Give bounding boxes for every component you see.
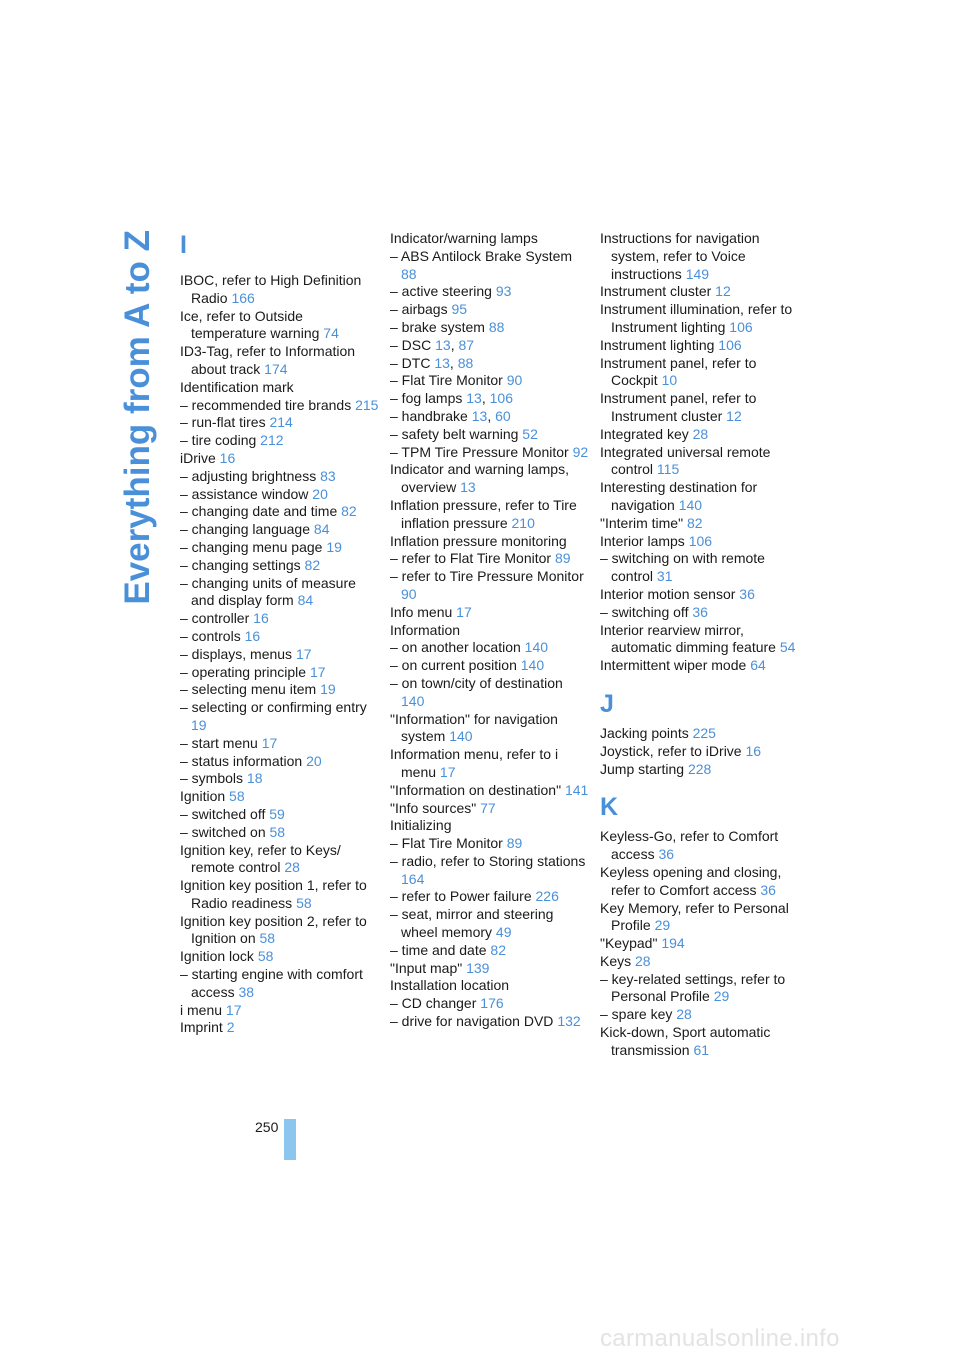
page-reference-link[interactable]: 140 (520, 657, 545, 674)
index-entry (180, 1019, 380, 1037)
page-reference-link[interactable]: 83 (320, 467, 336, 484)
page-reference-link[interactable]: 12 (726, 407, 742, 424)
index-entry-text: Interesting destination for navigation (600, 479, 758, 513)
index-entry-text: Installation location (390, 977, 510, 994)
index-entry: – handbrake 13, 60 (390, 407, 511, 424)
index-entry-text: – CD changer (390, 995, 477, 1012)
page-reference-link[interactable]: 74 (323, 325, 339, 342)
index-entry-text: Interior lamps (600, 532, 685, 549)
index-entry (390, 533, 590, 551)
page-reference-link[interactable]: 176 (480, 995, 504, 1012)
index-entry-text: – drive for navigation DVD (390, 1013, 554, 1030)
index-entry (180, 1002, 380, 1020)
index-entry-text: – safety belt warning (390, 425, 519, 442)
page-reference-link[interactable]: 210 (511, 514, 535, 531)
index-entry (180, 824, 380, 842)
page-reference-link[interactable]: 16 (745, 742, 762, 759)
page-reference-link[interactable]: 166 (231, 289, 255, 306)
page-reference-link[interactable]: 36 (658, 846, 675, 863)
page-reference-link[interactable]: 17 (439, 763, 456, 780)
page-reference-link[interactable]: 88 (488, 318, 505, 335)
index-entry (180, 468, 380, 486)
page-reference-link[interactable]: 28 (676, 1006, 692, 1023)
page-reference-link[interactable]: 18 (246, 770, 263, 787)
index-entry (600, 1024, 800, 1060)
index-entry (180, 308, 380, 344)
index-entry-text: Interior motion sensor (600, 585, 736, 602)
index-entry (390, 372, 590, 390)
page-reference-link[interactable]: 87 (458, 336, 475, 353)
page-reference-link[interactable]: 16 (253, 610, 269, 627)
index-entry-text: Info menu (390, 603, 453, 620)
page-reference-link[interactable]: 141 (564, 781, 589, 798)
index-entry-text: Instructions for navigation system, refer to Voice instructions (600, 230, 760, 282)
index-entry (180, 735, 380, 753)
index-entry (390, 319, 590, 337)
index-entry (180, 450, 380, 468)
index-entry (390, 942, 590, 960)
page-reference-link[interactable]: 28 (692, 425, 709, 442)
page-reference-link[interactable]: 52 (522, 425, 538, 442)
index-entry-text: Keyless opening and closing, refer to Comfort access (600, 863, 782, 898)
index-entry (390, 675, 590, 711)
index-entry-text: – refer to Tire Pressure Monitor (390, 568, 584, 585)
index-entry (180, 966, 380, 1002)
index-entry-text: Kick-down, Sport automatic transmission (600, 1024, 771, 1058)
index-entry-text: – switched on (180, 823, 266, 840)
page-reference-link[interactable]: 60 (495, 407, 511, 424)
page-reference-link[interactable]: 31 (656, 568, 673, 585)
index-entry-text: Identification mark (180, 378, 294, 395)
index-entry (180, 432, 380, 450)
page-reference-link[interactable]: 54 (779, 639, 796, 656)
index-entry-text: Instrument panel, refer to Cockpit (600, 354, 757, 389)
page-reference-link[interactable]: 13 (435, 336, 451, 353)
page-reference-link[interactable]: 16 (244, 627, 261, 644)
index-entry (180, 486, 380, 504)
page-reference-link[interactable]: 13 (460, 479, 476, 496)
index-entry (390, 711, 590, 747)
index-entry-text: – on another location (390, 639, 521, 656)
page-reference-link[interactable]: 28 (284, 859, 300, 876)
index-entry-text: Keyless-Go, refer to Comfort access (600, 828, 779, 863)
page-reference-link[interactable]: 215 (355, 396, 379, 413)
page-reference-link[interactable]: 225 (692, 724, 716, 741)
index-entry-text: Jump starting (600, 760, 685, 777)
index-entry-text: – radio, refer to Storing stations (390, 852, 586, 869)
page-reference-link[interactable]: 214 (269, 414, 293, 431)
index-entry (600, 301, 800, 337)
page-reference-link[interactable]: 140 (524, 639, 549, 656)
index-entry-text: – spare key (600, 1006, 673, 1023)
page-reference-link[interactable]: 13 (434, 354, 450, 371)
index-entry-text: Indicator and warning lamps, overview (390, 461, 569, 496)
page-reference-link[interactable]: 88 (457, 354, 474, 371)
index-section-letter: I (180, 231, 187, 259)
index-entry-text: Instrument panel, refer to Instrument cluster (600, 390, 757, 424)
index-entry-text: Interior rearview mirror, automatic dimming feature (600, 621, 776, 656)
index-entry (180, 272, 380, 308)
index-entry-text: – assistance window (180, 485, 309, 502)
index-entry (600, 390, 800, 426)
index-entry (600, 355, 800, 391)
page-reference-link[interactable]: 84 (297, 592, 314, 609)
page-reference-link[interactable]: 29 (713, 988, 730, 1005)
index-entry-text: – DTC (390, 354, 431, 371)
index-entry-text: – operating principle (180, 663, 307, 680)
page-reference-link[interactable]: 19 (191, 716, 207, 733)
page-reference-link[interactable]: 212 (260, 432, 284, 449)
index-entry (390, 604, 590, 622)
index-entry (390, 550, 590, 568)
watermark: carmanualsonline.info (600, 1325, 840, 1352)
index-entry-text: Ignition lock (180, 948, 254, 965)
index-entry (390, 835, 590, 853)
index-entry (180, 343, 380, 379)
index-entry-text: Jacking points (600, 724, 689, 741)
index-entry (180, 610, 380, 628)
index-entry-text: – selecting or confirming entry (180, 699, 367, 716)
index-entry-text: Indicator/warning lamps (390, 230, 538, 246)
index-entry (600, 444, 800, 480)
index-entry (180, 539, 380, 557)
page-marker-bar (284, 1119, 296, 1160)
index-entry-text: – tire coding (180, 432, 257, 449)
index-entry (600, 828, 800, 864)
index-entry (600, 900, 800, 936)
index-entry-text: – recommended tire brands (180, 396, 352, 413)
page-reference-link[interactable]: 2 (226, 1019, 235, 1036)
index-entry (180, 877, 380, 913)
index-entry-text: – airbags (390, 301, 448, 318)
index-entry (180, 646, 380, 664)
page-reference-link[interactable]: 59 (269, 805, 285, 822)
index-entry (180, 699, 380, 735)
index-entry (600, 230, 800, 283)
page-reference-link[interactable]: 90 (401, 585, 417, 602)
index-entry-text: Ignition (180, 788, 226, 805)
index-entry (390, 639, 590, 657)
index-entry-text: – changing menu page (180, 538, 323, 555)
page-reference-link[interactable]: 61 (693, 1041, 710, 1058)
index-entry (390, 960, 590, 978)
index-entry (600, 971, 800, 1007)
index-entry-text: – time and date (390, 941, 487, 958)
index-entry-text: – changing settings (180, 556, 301, 573)
page-reference-link[interactable]: 77 (480, 799, 496, 816)
index-entry (390, 426, 590, 444)
index-entry (390, 1013, 590, 1031)
page-reference-link[interactable]: 88 (401, 265, 417, 282)
page-reference-link[interactable]: 174 (264, 360, 288, 377)
index-entry (600, 533, 800, 551)
index-entry (180, 628, 380, 646)
index-entry (180, 503, 380, 521)
page-reference-link[interactable]: 82 (686, 514, 703, 531)
page-reference-link[interactable]: 36 (692, 603, 708, 620)
index-entry-text: – refer to Flat Tire Monitor (390, 550, 552, 567)
index-entry (390, 301, 590, 319)
index-entry-text: Ice, refer to Outside temperature warning (180, 307, 320, 342)
index-entry-text: – start menu (180, 734, 258, 751)
page-reference-link[interactable]: 164 (401, 870, 425, 887)
index-entry (600, 337, 800, 355)
index-entry-text: – changing units of measure and display form (180, 574, 356, 609)
page-reference-link[interactable]: 106 (718, 336, 742, 353)
page-reference-link[interactable]: 20 (306, 752, 322, 769)
page-reference-link[interactable]: 84 (313, 521, 330, 538)
page-reference-link[interactable]: 89 (554, 550, 571, 567)
chapter-side-title: Everything from A to Z (118, 230, 157, 605)
index-entry-text: Intermittent wiper mode (600, 657, 747, 674)
index-entry-text: – run-flat tires (180, 414, 266, 431)
index-entry-text: – active steering (390, 283, 492, 300)
index-entry (600, 586, 800, 604)
index-entry-text: – TPM Tire Pressure Monitor (390, 443, 569, 460)
page-reference-link[interactable]: 38 (238, 983, 255, 1000)
index-entry-text: Instrument cluster (600, 283, 712, 300)
index-entry (600, 515, 800, 533)
index-entry-text: Ignition key position 1, refer to Radio readiness (180, 877, 367, 911)
page-reference-link[interactable]: 12 (715, 283, 731, 300)
index-entry (180, 681, 380, 699)
index-entry (390, 568, 590, 604)
page-reference-link[interactable]: 140 (449, 728, 473, 745)
index-entry (390, 461, 590, 497)
page-reference-link[interactable]: 90 (506, 372, 523, 389)
index-entry-text: – changing language (180, 521, 311, 538)
index-entry (600, 283, 800, 301)
index-entry: – DTC 13, 88 (390, 354, 474, 371)
page-reference-link[interactable]: 29 (654, 917, 671, 934)
index-entry (600, 426, 800, 444)
index-entry: – fog lamps 13, 106 (390, 390, 513, 407)
index-entry-text: – seat, mirror and steering wheel memory (390, 906, 554, 941)
index-entry-text: IBOC, refer to High Definition Radio (180, 272, 362, 306)
page-reference-link[interactable]: 82 (490, 941, 506, 958)
index-section-letter: K (600, 793, 619, 822)
index-entry-text: – starting engine with comfort access (180, 966, 363, 1000)
page-reference-link[interactable]: 93 (495, 283, 512, 300)
index-entry-text: Integrated universal remote control (600, 443, 771, 478)
index-entry-text: Information menu, refer to i menu (390, 746, 559, 780)
page-number: 250 (255, 1119, 279, 1135)
index-entry (390, 817, 590, 835)
index-entry (600, 935, 800, 953)
page-reference-link[interactable]: 19 (320, 681, 336, 698)
page-reference-link[interactable]: 20 (312, 485, 328, 502)
index-entry-text: – changing date and time (180, 503, 338, 520)
page-reference-link[interactable]: 64 (750, 657, 766, 674)
index-column-1 (180, 230, 380, 1037)
index-entry-text: Ignition key, refer to Keys/ remote control (180, 841, 341, 876)
index-entry-text: – switching on with remote control (600, 550, 765, 585)
index-entry-text: – on town/city of destination (390, 674, 563, 691)
index-entry-text: "Interim time" (600, 514, 684, 531)
page-reference-link[interactable]: 115 (656, 461, 680, 478)
index-entry (390, 995, 590, 1013)
page-reference-link[interactable]: 58 (296, 894, 312, 911)
index-entry-text: – controls (180, 627, 241, 644)
index-entry-text: Instrument illumination, refer to Instrument lighting (600, 301, 793, 335)
index-entry (600, 550, 800, 586)
page-reference-link[interactable]: 58 (229, 788, 245, 805)
index-entry-text: "Input map" (390, 959, 463, 976)
index-entry (600, 1006, 800, 1024)
page-reference-link[interactable]: 132 (557, 1013, 581, 1030)
index-entry-text: Integrated key (600, 425, 689, 442)
index-entry (180, 379, 380, 397)
index-entry (180, 788, 380, 806)
page-reference-link[interactable]: 149 (685, 265, 710, 282)
page-reference-link[interactable]: 226 (535, 888, 559, 905)
page-reference-link[interactable]: 106 (688, 532, 713, 549)
index-entry: – DSC 13, 87 (390, 336, 475, 353)
index-entry (390, 230, 590, 248)
page-reference-link[interactable]: 228 (687, 760, 712, 777)
page-reference-link[interactable]: 95 (451, 301, 468, 318)
index-entry-text: – controller (180, 610, 250, 627)
index-entry (180, 913, 380, 949)
index-entry (390, 248, 590, 284)
index-entry-text: – fog lamps (390, 390, 463, 407)
index-entry-text: – brake system (390, 318, 485, 335)
index-entry (600, 479, 800, 515)
index-entry-text: – symbols (180, 770, 244, 787)
index-entry (390, 283, 590, 301)
index-entry (390, 746, 590, 782)
page-reference-link[interactable]: 58 (269, 823, 286, 840)
index-entry-text: Instrument lighting (600, 336, 715, 353)
index-entry (390, 888, 590, 906)
index-entry (180, 397, 380, 415)
page-reference-link[interactable]: 10 (661, 372, 678, 389)
index-entry-text: Inflation pressure monitoring (390, 532, 567, 549)
index-entry-text: "Information" for navigation system (390, 710, 558, 745)
index-entry (600, 657, 800, 675)
index-entry-text: Ignition key position 2, refer to Ignition on (180, 912, 367, 947)
index-entry-text: ID3-Tag, refer to Information about track (180, 343, 356, 377)
page-reference-link[interactable]: 92 (572, 443, 589, 460)
index-entry (600, 864, 800, 900)
page-reference-link[interactable]: 139 (466, 959, 490, 976)
index-entry-text: iDrive (180, 449, 216, 466)
index-entry (180, 664, 380, 682)
index-entry-text: Key Memory, refer to Personal Profile (600, 899, 789, 934)
index-entry-text: – Flat Tire Monitor (390, 372, 503, 389)
page-reference-link[interactable]: 19 (326, 538, 342, 555)
index-entry (600, 743, 800, 761)
page-reference-link[interactable]: 17 (309, 663, 326, 680)
index-entry (180, 770, 380, 788)
index-entry (180, 806, 380, 824)
index-entry-text: – DSC (390, 336, 432, 353)
index-entry-text: Information (390, 621, 461, 638)
index-entry (390, 444, 590, 462)
page-reference-link[interactable]: 58 (257, 948, 274, 965)
index-entry (180, 521, 380, 539)
index-entry-text: "Keypad" (600, 935, 658, 952)
page-reference-link[interactable]: 36 (739, 585, 755, 602)
index-entry-text: – on current position (390, 657, 517, 674)
index-entry (600, 761, 800, 779)
page-reference-link[interactable]: 82 (341, 503, 357, 520)
index-entry-text: – status information (180, 752, 303, 769)
index-section-letter: J (600, 689, 614, 718)
index-entry-text: "Information on destination" (390, 781, 562, 798)
page-reference-link[interactable]: 106 (729, 318, 753, 335)
index-entry (600, 953, 800, 971)
index-entry-text: – refer to Power failure (390, 888, 532, 905)
page-reference-link[interactable]: 16 (219, 449, 236, 466)
index-entry (600, 622, 800, 658)
page-reference-link[interactable]: 82 (304, 556, 321, 573)
index-entry (390, 657, 590, 675)
index-entry (180, 948, 380, 966)
page-reference-link[interactable]: 89 (506, 835, 523, 852)
index-entry-text: Initializing (390, 817, 452, 834)
index-entry-text: – selecting menu item (180, 681, 317, 698)
index-entry-text: – displays, menus (180, 645, 293, 662)
index-entry-text: Joystick, refer to iDrive (600, 742, 742, 759)
page-reference-link[interactable]: 140 (401, 692, 425, 709)
index-entry-text: – ABS Antilock Brake System (390, 247, 573, 264)
page-reference-link[interactable]: 28 (635, 952, 651, 969)
page-reference-link[interactable]: 17 (456, 603, 472, 620)
index-entry-text: – key-related settings, refer to Personal Profile (600, 970, 786, 1005)
index-entry (600, 604, 800, 622)
page-reference-link[interactable]: 17 (295, 645, 312, 662)
index-entry (180, 414, 380, 432)
index-entry (180, 842, 380, 878)
index-entry (390, 906, 590, 942)
index-entry (390, 853, 590, 889)
index-entry-text: – Flat Tire Monitor (390, 835, 503, 852)
index-entry-text: – switching off (600, 603, 689, 620)
page-reference-link[interactable]: 49 (495, 924, 512, 941)
index-entry-text: Imprint (180, 1019, 223, 1036)
page-reference-link[interactable]: 58 (259, 930, 276, 947)
index-entry-text: i menu (180, 1001, 223, 1018)
index-entry (390, 782, 590, 800)
index-entry (180, 753, 380, 771)
index-column-3 (600, 230, 800, 1060)
page-reference-link[interactable]: 36 (760, 881, 776, 898)
index-entry (390, 497, 590, 533)
index-entry (600, 725, 800, 743)
page-reference-link[interactable]: 13 (471, 407, 488, 424)
index-column-2 (390, 230, 590, 1031)
page-reference-link[interactable]: 13 (466, 390, 482, 407)
index-entry (390, 977, 590, 995)
index-entry-text: – switched off (180, 805, 266, 822)
index-entry (390, 800, 590, 818)
index-entry (180, 557, 380, 575)
page-reference-link[interactable]: 106 (489, 390, 513, 407)
page-reference-link[interactable]: 194 (661, 935, 685, 952)
index-entry (390, 622, 590, 640)
index-entry-text: – adjusting brightness (180, 467, 317, 484)
page-reference-link[interactable]: 140 (678, 496, 703, 513)
index-entry-text: Inflation pressure, refer to Tire inflation pressure (390, 496, 577, 531)
index-entry-text: – handbrake (390, 407, 468, 424)
index-entry-text: Keys (600, 952, 632, 969)
page-reference-link[interactable]: 17 (261, 734, 278, 751)
index-entry-text: "Info sources" (390, 799, 477, 816)
index-entry (180, 575, 380, 611)
page-reference-link[interactable]: 17 (225, 1001, 242, 1018)
